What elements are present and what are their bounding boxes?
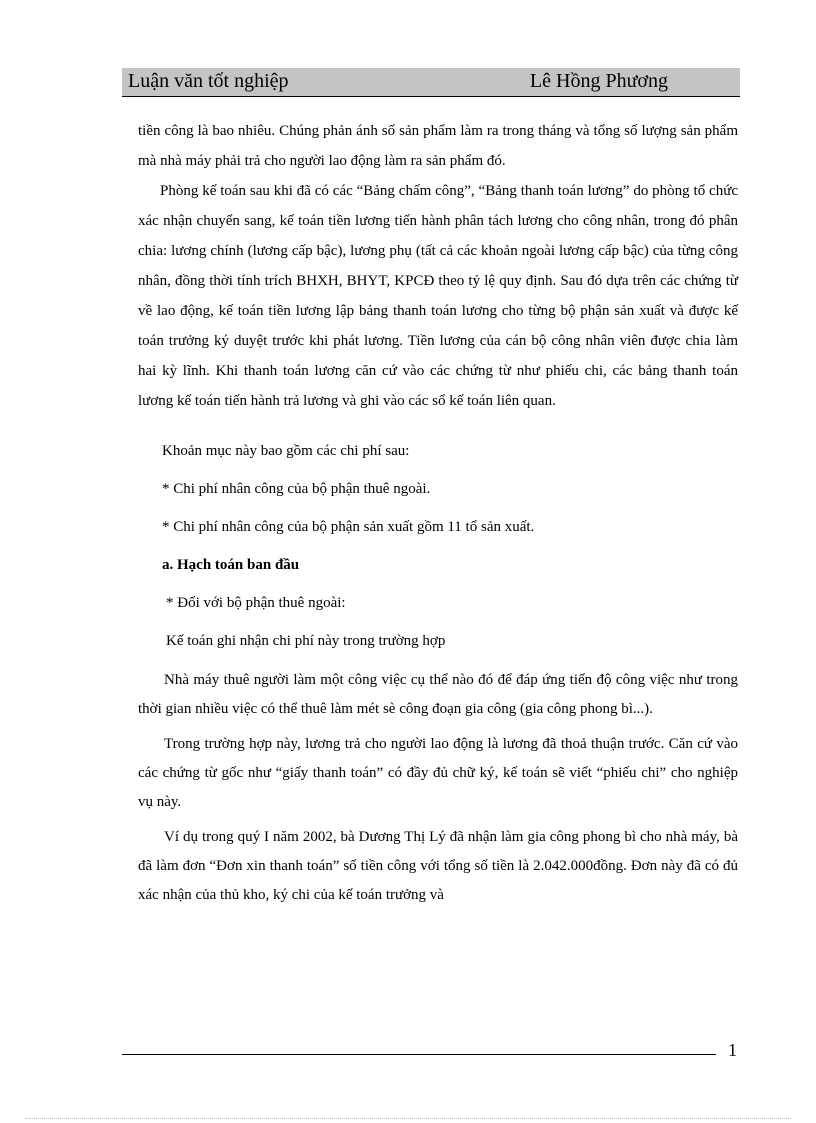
list-item-production-labor: * Chi phí nhân công của bộ phận sản xuất gồm 11 tổ sản xuất.: [162, 519, 535, 535]
paragraph-continuation: tiền công là bao nhiêu. Chúng phản ánh số sản phẩm làm ra trong tháng và tổng số lượng sản phẩm mà nhà máy phải trả cho người lao động làm ra sản phẩm đó.: [138, 123, 738, 169]
paragraph-example: Ví dụ trong quý I năm 2002, bà Dương Thị Lý đã nhận làm gia công phong bì cho nhà máy, bà đã làm đơn “Đơn xin thanh toán” số tiền công với tổng số tiền là 2.042.000đồng. Đơn này đã có đủ xác nhận của thủ kho, ký chi của kế toán trưởng và: [138, 829, 738, 903]
page-bottom-edge: [25, 1118, 791, 1119]
list-item-outsourced-labor: * Chi phí nhân công của bộ phận thuê ngoài.: [162, 481, 431, 497]
page-number: 1: [728, 1040, 737, 1060]
section-gap: [138, 416, 738, 432]
list-intro: Khoản mục này bao gồm các chi phí sau:: [162, 443, 410, 459]
header-title: Luận văn tốt nghiệp: [128, 70, 289, 92]
footer-divider: [122, 1054, 716, 1055]
header-author: Lê Hồng Phương: [529, 70, 668, 92]
paragraph-agreed-wage: Trong trường hợp này, lương trả cho người lao động là lương đã thoả thuận trước. Căn cứ vào các chứng từ gốc như “giấy thanh toán” có đầy đủ chữ ký, kế toán sẽ viết “phiếu chi” cho nghiệp vụ này.: [138, 736, 738, 810]
paragraph-hiring: Nhà máy thuê người làm một công việc cụ thể nào đó để đáp ứng tiến độ công việc như trong thời gian nhiều việc có thể thuê làm mét sè công đoạn gia công (gia công phong bì...).: [138, 672, 738, 717]
paragraph-accounting-process: Phòng kế toán sau khi đã có các “Bảng chấm công”, “Bảng thanh toán lương” do phòng tổ chức xác nhận chuyển sang, kế toán tiền lương tiến hành phân tách lương cho công nhân, trong đó phân chia: lương chính (lương cấp bậc), lương phụ (tất cả các khoản ngoài lương cấp bậc) của từng công nhân, đồng thời tính trích BHXH, BHYT, KPCĐ theo tỷ lệ quy định. Sau đó dựa trên các chứng từ về lao động, kế toán tiền lương lập bảng thanh toán lương cho từng bộ phận sản xuất và được kế toán trưởng ký duyệt trước khi phát lương. Tiền lương của cán bộ công nhân viên được chia làm hai kỳ lĩnh. Khi thanh toán lương căn cứ vào các chứng từ như phiếu chi, các bảng thanh toán lương kế toán tiến hành trả lương và ghi vào các sổ kế toán liên quan.: [138, 183, 738, 409]
list-item-outsourced-dept: * Đối với bộ phận thuê ngoài:: [166, 595, 346, 611]
list-item-recording: Kế toán ghi nhận chi phí này trong trường hợp: [166, 633, 446, 649]
page-header: [122, 68, 740, 97]
section-heading: a. Hạch toán ban đầu: [162, 557, 300, 573]
document-body: [138, 116, 738, 910]
